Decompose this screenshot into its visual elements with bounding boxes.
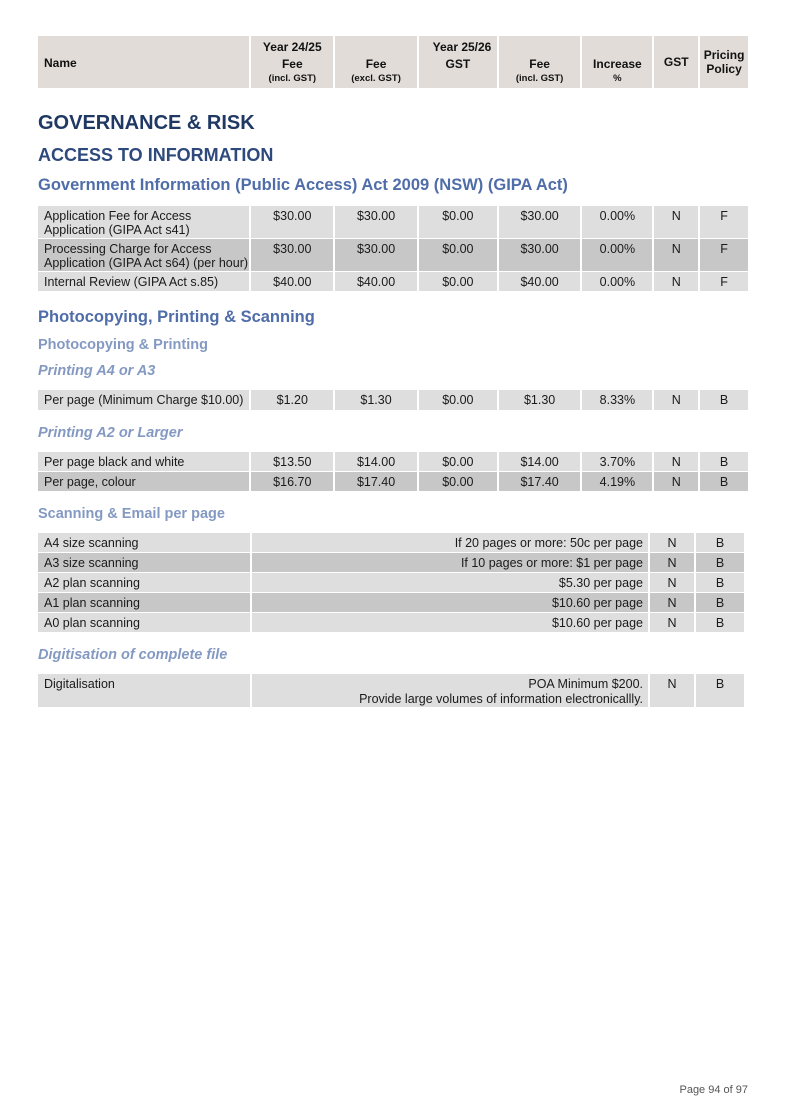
- row-fee-excl: $30.00: [335, 239, 417, 271]
- row-name: A1 plan scanning: [38, 593, 250, 612]
- row-fee-2425: $40.00: [251, 272, 333, 291]
- row-gst-flag: N: [654, 390, 698, 410]
- row-name: A4 size scanning: [38, 533, 250, 552]
- row-name: A3 size scanning: [38, 553, 250, 572]
- row-policy: F: [700, 272, 748, 291]
- header-year-2526: Year 25/26: [432, 40, 492, 54]
- row-fee-description: [252, 674, 648, 707]
- header-year-2425: Year 24/25: [262, 40, 322, 54]
- header-gst-label: GST: [445, 57, 471, 71]
- heading-printing-a2: Printing A2 or Larger: [38, 425, 183, 441]
- table-row: [38, 593, 748, 612]
- row-name: Per page (Minimum Charge $10.00): [38, 390, 249, 410]
- row-policy: B: [696, 533, 744, 552]
- heading-photocopying-printing: Photocopying & Printing: [38, 337, 208, 353]
- table-row: [38, 472, 748, 491]
- table-row: [38, 573, 748, 592]
- row-gst: $0.00: [419, 472, 497, 491]
- row-fee-2425: $1.20: [251, 390, 333, 410]
- row-fee-excl: $40.00: [335, 272, 417, 291]
- row-name: A2 plan scanning: [38, 573, 250, 592]
- row-gst-flag: N: [650, 553, 694, 572]
- header-fee-label: Fee: [281, 57, 303, 71]
- row-policy: B: [696, 593, 744, 612]
- heading-photocopying-printing-scanning: Photocopying, Printing & Scanning: [38, 308, 315, 326]
- row-name: Processing Charge for Access Application (GIPA Act s64) (per hour): [38, 239, 249, 271]
- row-policy: B: [696, 674, 744, 707]
- row-gst-flag: N: [654, 452, 698, 471]
- table-row: [38, 390, 748, 410]
- table-row: [38, 206, 748, 238]
- table-row: [38, 272, 748, 291]
- row-increase: 3.70%: [582, 452, 652, 471]
- page-number: Page 94 of 97: [679, 1084, 748, 1096]
- row-gst-flag: N: [650, 573, 694, 592]
- row-policy: B: [700, 472, 748, 491]
- header-incl-gst: (incl. GST): [515, 73, 564, 84]
- row-gst: $0.00: [419, 272, 497, 291]
- row-fee-description: If 10 pages or more: $1 per page: [252, 553, 648, 572]
- row-gst: $0.00: [419, 206, 497, 238]
- table-row: [38, 674, 748, 707]
- row-fee-incl: $30.00: [499, 239, 581, 271]
- row-policy: B: [696, 553, 744, 572]
- row-gst: $0.00: [419, 452, 497, 471]
- row-gst: $0.00: [419, 239, 497, 271]
- row-policy: F: [700, 206, 748, 238]
- row-fee-line-1: POA Minimum $200.: [528, 677, 643, 691]
- row-policy: B: [700, 452, 748, 471]
- header-gst-col-label: GST: [663, 55, 689, 69]
- header-gst-flag: [654, 36, 698, 88]
- row-gst-flag: N: [650, 674, 694, 707]
- header-fee-2425: [251, 36, 333, 88]
- heading-access-to-information: ACCESS TO INFORMATION: [38, 145, 274, 165]
- row-policy: F: [700, 239, 748, 271]
- row-fee-excl: $1.30: [335, 390, 417, 410]
- row-fee-incl: $30.00: [499, 206, 581, 238]
- row-fee-incl: $17.40: [499, 472, 581, 491]
- table-row: [38, 613, 748, 632]
- heading-governance: GOVERNANCE & RISK: [38, 112, 255, 134]
- row-name: Per page, colour: [38, 472, 249, 491]
- heading-printing-a4-a3: Printing A4 or A3: [38, 363, 156, 379]
- row-fee-incl: $1.30: [499, 390, 581, 410]
- row-fee-excl: $30.00: [335, 206, 417, 238]
- table-row: [38, 553, 748, 572]
- header-excl-gst: (excl. GST): [351, 73, 401, 84]
- row-gst-flag: N: [650, 593, 694, 612]
- row-name: Per page black and white: [38, 452, 249, 471]
- row-fee-2425: $30.00: [251, 239, 333, 271]
- header-pricing-label: Pricing: [703, 48, 745, 62]
- row-increase: 0.00%: [582, 272, 652, 291]
- row-gst-flag: N: [650, 533, 694, 552]
- row-fee-description: $5.30 per page: [252, 573, 648, 592]
- row-gst-flag: N: [654, 239, 698, 271]
- table-row: [38, 239, 748, 271]
- header-incl-gst: (incl. GST): [268, 73, 317, 84]
- heading-gipa-act: Government Information (Public Access) Act 2009 (NSW) (GIPA Act): [38, 176, 568, 194]
- heading-scanning-email: Scanning & Email per page: [38, 506, 225, 522]
- row-policy: B: [700, 390, 748, 410]
- row-fee-excl: $14.00: [335, 452, 417, 471]
- row-gst-flag: N: [650, 613, 694, 632]
- row-fee-incl: $40.00: [499, 272, 581, 291]
- row-fee-2425: $16.70: [251, 472, 333, 491]
- header-policy-label: Policy: [706, 62, 742, 76]
- row-name: Internal Review (GIPA Act s.85): [38, 272, 249, 291]
- header-name: [38, 36, 249, 88]
- row-fee-description: If 20 pages or more: 50c per page: [252, 533, 648, 552]
- row-fee-excl: $17.40: [335, 472, 417, 491]
- row-gst: $0.00: [419, 390, 497, 410]
- table-row: [38, 533, 748, 552]
- row-increase: 4.19%: [582, 472, 652, 491]
- header-percent-label: %: [613, 73, 622, 84]
- row-increase: 8.33%: [582, 390, 652, 410]
- header-increase-label: Increase: [593, 57, 642, 71]
- row-fee-2425: $13.50: [251, 452, 333, 471]
- table-row: [38, 452, 748, 471]
- row-fee-incl: $14.00: [499, 452, 581, 471]
- row-gst-flag: N: [654, 472, 698, 491]
- header-pricing-policy: [700, 36, 748, 88]
- header-name-label: Name: [44, 56, 77, 70]
- heading-digitisation: Digitisation of complete file: [38, 647, 228, 663]
- row-increase: 0.00%: [582, 206, 652, 238]
- row-fee-description: $10.60 per page: [252, 613, 648, 632]
- row-fee-line-2: Provide large volumes of information electronicallly.: [359, 692, 643, 706]
- header-fee-label: Fee: [365, 57, 387, 71]
- row-policy: B: [696, 613, 744, 632]
- header-increase: [582, 36, 652, 88]
- row-gst-flag: N: [654, 206, 698, 238]
- row-name: A0 plan scanning: [38, 613, 250, 632]
- row-increase: 0.00%: [582, 239, 652, 271]
- row-fee-description: $10.60 per page: [252, 593, 648, 612]
- row-name: Digitalisation: [38, 674, 250, 707]
- row-fee-2425: $30.00: [251, 206, 333, 238]
- header-fee-label: Fee: [529, 57, 550, 71]
- row-name: Application Fee for Access Application (GIPA Act s41): [38, 206, 249, 238]
- row-gst-flag: N: [654, 272, 698, 291]
- row-policy: B: [696, 573, 744, 592]
